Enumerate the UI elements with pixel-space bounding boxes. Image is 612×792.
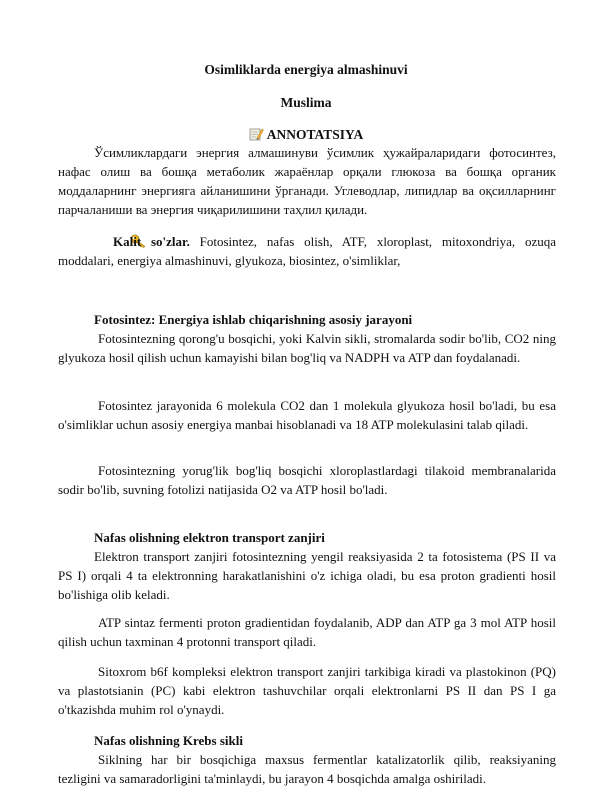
section-paragraph: Elektron transport zanjiri fotosintezning yengil reaksiyasida 2 ta fotosistema (PS II va PS I) orqali 4 ta elektronning harakatlanishini o'z ichiga oladi, bu esa proton gradienti hosil bo'lishiga olib keladi.: [58, 549, 556, 602]
section-paragraph: Fotosintez jarayonida 6 molekula CO2 dan 1 molekula glyukoza hosil bo'ladi, bu esa o'simliklar uchun asosiy energiya manbai hisoblanadi va 18 ATP molekulasini talab qiladi.: [58, 398, 556, 432]
section-heading-photosynthesis: Fotosintez: Energiya ishlab chiqarishning asosiy jarayoni: [94, 312, 413, 327]
annotation-text: Ўсимликлардаги энергия алмашинуви ўсимлик ҳужайраларидаги фотосинтез, нафас олиш ва бошқа метаболик жараёнлар орқали глюкоза ва бошқа органик моддаларнинг энергияга айланишини ўрганади. Углеводлар, липидлар ва оқсилларнинг парчаланиши ва энергия чиқарилишини таҳлил қилади.: [58, 145, 556, 217]
section-heading-krebs: Nafas olishning Krebs sikli: [94, 733, 243, 748]
document-author: Muslima: [280, 95, 332, 110]
key-icon: [94, 234, 111, 248]
section-paragraph: Siklning har bir bosqichiga maxsus fermentlar katalizatorlik qilib, reaksiyaning tezligini va samaradorligini ta'minlaydi, bu jarayon 4 bosqichda amalga oshiriladi.: [58, 752, 556, 786]
memo-icon: [249, 127, 264, 141]
section-paragraph: Fotosintezning yorug'lik bog'liq bosqichi xloroplastlardagi tilakoid membranalarida sodir bo'lib, suvning fotolizi natijasida O2 va ATP hosil bo'ladi.: [58, 463, 556, 497]
section-paragraph: Fotosintezning qorong'u bosqichi, yoki Kalvin sikli, stromalarda sodir bo'lib, CO2 ning glyukoza hosil qilish uchun kamayishi bilan bog'liq va NADPH va ATP dan foydalanadi.: [58, 331, 556, 365]
annotation-heading: ANNOTATSIYA: [266, 127, 364, 142]
keywords-paragraph: [58, 232, 556, 270]
section-paragraph: ATP sintaz fermenti proton gradientidan foydalanib, ADP dan ATP ga 3 mol ATP hosil qilish uchun taxminan 4 protonni transport qiladi.: [58, 615, 556, 649]
keywords-label: Kalit so'zlar.: [113, 234, 190, 249]
section-heading-electron-transport: Nafas olishning elektron transport zanjiri: [94, 530, 325, 545]
annotation-heading-row: [0, 127, 612, 143]
document-title: Osimliklarda energiya almashinuvi: [204, 62, 408, 77]
section-paragraph: Sitoxrom b6f kompleksi elektron transport zanjiri tarkibiga kiradi va plastokinon (PQ) va plastotsianin (PC) kabi elektron tashuvchilar orqali elektronlarni PS II dan PS I ga o'tkazishda muhim rol o'ynaydi.: [58, 664, 556, 717]
keywords-text: Fotosintez, nafas olish, ATF, xloroplast, mitoxondriya, ozuqa moddalari, energiya almashinuvi, glyukoza, biosintez, o'simliklar,: [58, 234, 556, 268]
